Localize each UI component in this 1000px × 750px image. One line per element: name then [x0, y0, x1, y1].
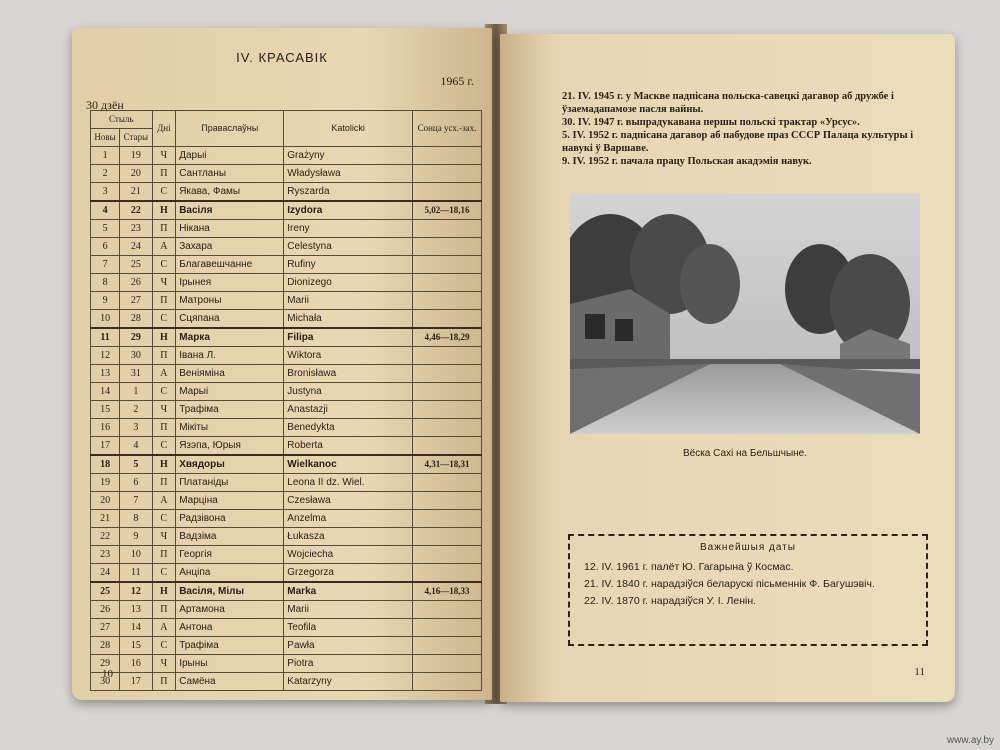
sun-times [412, 510, 481, 528]
day-old: 31 [120, 365, 152, 383]
weekday: П [152, 546, 176, 564]
sun-times [412, 147, 481, 165]
sun-times [412, 165, 481, 183]
table-row [91, 256, 482, 274]
weekday: А [152, 365, 176, 383]
day-new: 8 [91, 274, 120, 292]
table-row [91, 474, 482, 492]
table-row [91, 274, 482, 292]
header-style: Стыль [91, 111, 153, 129]
weekday: С [152, 564, 176, 583]
weekday: Ч [152, 147, 176, 165]
catholic-name: Dionizego [284, 274, 413, 292]
table-row [91, 437, 482, 456]
day-new: 14 [91, 383, 120, 401]
table-row [91, 383, 482, 401]
orthodox-name: Веніяміна [176, 365, 284, 383]
weekday: А [152, 238, 176, 256]
sun-times [412, 419, 481, 437]
sun-times: 4,31—18,31 [412, 455, 481, 474]
weekday: П [152, 347, 176, 365]
right-page [500, 34, 955, 702]
catholic-name: Anzelma [284, 510, 413, 528]
table-row [91, 238, 482, 256]
orthodox-name: Дарыі [176, 147, 284, 165]
day-old: 6 [120, 474, 152, 492]
table-row [91, 655, 482, 673]
catholic-name: Michała [284, 310, 413, 329]
orthodox-name: Платаніды [176, 474, 284, 492]
day-old: 16 [120, 655, 152, 673]
weekday: Н [152, 201, 176, 220]
day-new: 15 [91, 401, 120, 419]
day-new: 10 [91, 310, 120, 329]
day-new: 11 [91, 328, 120, 347]
date-item: 12. IV. 1961 г. палёт Ю. Гагарына ў Космас. [584, 561, 794, 573]
sun-times [412, 238, 481, 256]
weekday: С [152, 183, 176, 202]
day-new: 22 [91, 528, 120, 546]
table-row [91, 201, 482, 220]
day-old: 5 [120, 455, 152, 474]
day-new: 24 [91, 564, 120, 583]
day-old: 13 [120, 601, 152, 619]
day-new: 12 [91, 347, 120, 365]
watermark: www.ay.by [946, 735, 994, 746]
table-row [91, 492, 482, 510]
table-row [91, 347, 482, 365]
orthodox-name: Марыі [176, 383, 284, 401]
weekday: Ч [152, 528, 176, 546]
day-new: 1 [91, 147, 120, 165]
day-old: 20 [120, 165, 152, 183]
orthodox-name: Васіля [176, 201, 284, 220]
day-new: 16 [91, 419, 120, 437]
orthodox-name: Трафіма [176, 401, 284, 419]
orthodox-name: Ірынея [176, 274, 284, 292]
date-item: 21. IV. 1840 г. нарадзіўся беларускі пісьменнік Ф. Багушэвіч. [584, 578, 875, 590]
sun-times [412, 546, 481, 564]
sun-times [412, 528, 481, 546]
calendar-body [91, 147, 482, 691]
weekday: Н [152, 455, 176, 474]
month-title: IV. КРАСАВІК [236, 50, 328, 65]
day-old: 14 [120, 619, 152, 637]
catholic-name: Roberta [284, 437, 413, 456]
sun-times: 4,16—18,33 [412, 582, 481, 601]
event-item: 21. IV. 1945 г. у Маскве падпісана польска-савецкі дагавор аб дружбе і ўзаемадапамозе пасля вайны. [562, 91, 894, 115]
catholic-name: Ryszarda [284, 183, 413, 202]
weekday: П [152, 673, 176, 691]
table-row [91, 401, 482, 419]
table-row [91, 183, 482, 202]
catholic-name: Ireny [284, 220, 413, 238]
day-old: 21 [120, 183, 152, 202]
catholic-name: Łukasza [284, 528, 413, 546]
day-old: 10 [120, 546, 152, 564]
weekday: С [152, 437, 176, 456]
day-new: 29 [91, 655, 120, 673]
orthodox-name: Захара [176, 238, 284, 256]
sun-times [412, 619, 481, 637]
day-old: 12 [120, 582, 152, 601]
day-old: 23 [120, 220, 152, 238]
table-row [91, 220, 482, 238]
weekday: С [152, 256, 176, 274]
sun-times [412, 383, 481, 401]
table-row [91, 328, 482, 347]
important-dates-box [568, 534, 928, 646]
table-row [91, 419, 482, 437]
orthodox-name: Марка [176, 328, 284, 347]
orthodox-name: Вадзіма [176, 528, 284, 546]
day-new: 26 [91, 601, 120, 619]
weekday: Ч [152, 655, 176, 673]
catholic-name: Bronisława [284, 365, 413, 383]
weekday: П [152, 601, 176, 619]
left-page [72, 28, 492, 700]
catholic-name: Leona II dz. Wiel. [284, 474, 413, 492]
table-row [91, 292, 482, 310]
day-old: 26 [120, 274, 152, 292]
weekday: П [152, 419, 176, 437]
table-row [91, 619, 482, 637]
orthodox-name: Георгія [176, 546, 284, 564]
catholic-name: Justyna [284, 383, 413, 401]
orthodox-name: Сцяпана [176, 310, 284, 329]
sun-times: 4,46—18,29 [412, 328, 481, 347]
orthodox-name: Сантланы [176, 165, 284, 183]
day-old: 30 [120, 347, 152, 365]
table-row [91, 510, 482, 528]
village-photo-image [570, 194, 920, 434]
table-row [91, 365, 482, 383]
catholic-name: Władysława [284, 165, 413, 183]
orthodox-name: Язэпа, Юрыя [176, 437, 284, 456]
day-new: 2 [91, 165, 120, 183]
orthodox-name: Мікіты [176, 419, 284, 437]
weekday: П [152, 292, 176, 310]
catholic-name: Grażyny [284, 147, 413, 165]
table-row [91, 546, 482, 564]
catholic-name: Marii [284, 601, 413, 619]
orthodox-name: Івана Л. [176, 347, 284, 365]
day-new: 4 [91, 201, 120, 220]
table-row [91, 673, 482, 691]
day-old: 25 [120, 256, 152, 274]
day-old: 4 [120, 437, 152, 456]
event-item: 5. IV. 1952 г. падпісана дагавор аб пабудове праз СССР Палаца культуры і навукі ў Варшаве. [562, 130, 914, 154]
day-new: 5 [91, 220, 120, 238]
events-list [562, 90, 932, 168]
day-new: 30 [91, 673, 120, 691]
weekday: С [152, 310, 176, 329]
important-dates-list [584, 560, 904, 611]
day-new: 7 [91, 256, 120, 274]
day-old: 15 [120, 637, 152, 655]
event-item: 9. IV. 1952 г. пачала працу Польская акадэмія навук. [562, 156, 812, 167]
catholic-name: Wojciecha [284, 546, 413, 564]
table-row [91, 637, 482, 655]
day-old: 28 [120, 310, 152, 329]
orthodox-name: Анціпа [176, 564, 284, 583]
table-row [91, 455, 482, 474]
sun-times [412, 474, 481, 492]
orthodox-name: Самёна [176, 673, 284, 691]
day-old: 24 [120, 238, 152, 256]
sun-times [412, 564, 481, 583]
weekday: Н [152, 582, 176, 601]
sun-times [412, 673, 481, 691]
day-new: 27 [91, 619, 120, 637]
catholic-name: Filipa [284, 328, 413, 347]
day-old: 8 [120, 510, 152, 528]
orthodox-name: Радзівона [176, 510, 284, 528]
day-old: 9 [120, 528, 152, 546]
year-label: 1965 г. [440, 74, 474, 88]
days-count: 30 дзён [86, 98, 124, 112]
day-old: 2 [120, 401, 152, 419]
sun-times [412, 601, 481, 619]
day-new: 3 [91, 183, 120, 202]
weekday: П [152, 165, 176, 183]
day-new: 28 [91, 637, 120, 655]
sun-times: 5,02—18,16 [412, 201, 481, 220]
orthodox-name: Ніканa [176, 220, 284, 238]
orthodox-name: Антона [176, 619, 284, 637]
catholic-name: Teofila [284, 619, 413, 637]
sun-times [412, 492, 481, 510]
orthodox-name: Благавешчанне [176, 256, 284, 274]
day-new: 17 [91, 437, 120, 456]
orthodox-name: Марціна [176, 492, 284, 510]
page-number-left: 10 [102, 668, 113, 680]
day-old: 3 [120, 419, 152, 437]
weekday: Н [152, 328, 176, 347]
weekday: С [152, 383, 176, 401]
open-book [30, 18, 970, 718]
catholic-name: Rufiny [284, 256, 413, 274]
day-new: 21 [91, 510, 120, 528]
day-old: 11 [120, 564, 152, 583]
catholic-name: Marii [284, 292, 413, 310]
catholic-name: Izydora [284, 201, 413, 220]
sun-times [412, 637, 481, 655]
day-old: 19 [120, 147, 152, 165]
sun-times [412, 365, 481, 383]
weekday: С [152, 637, 176, 655]
catholic-name: Piotra [284, 655, 413, 673]
catholic-name: Wielkanoc [284, 455, 413, 474]
sun-times [412, 437, 481, 456]
calendar-table [90, 110, 482, 691]
important-dates-title: Важнейшыя даты [700, 542, 796, 553]
event-item: 30. IV. 1947 г. выпрадукавана першы польскі трактар «Урсус». [562, 117, 860, 128]
catholic-name: Pawła [284, 637, 413, 655]
weekday: Ч [152, 401, 176, 419]
day-new: 13 [91, 365, 120, 383]
sun-times [412, 347, 481, 365]
sun-times [412, 183, 481, 202]
sun-times [412, 256, 481, 274]
day-new: 6 [91, 238, 120, 256]
table-row [91, 601, 482, 619]
orthodox-name: Хвядоры [176, 455, 284, 474]
day-old: 27 [120, 292, 152, 310]
photo-caption: Вёска Сахі на Бельшчыне. [682, 448, 808, 459]
sun-times [412, 310, 481, 329]
orthodox-name: Ірыны [176, 655, 284, 673]
catholic-name: Czesława [284, 492, 413, 510]
table-row [91, 147, 482, 165]
day-new: 20 [91, 492, 120, 510]
day-new: 25 [91, 582, 120, 601]
catholic-name: Anastazji [284, 401, 413, 419]
weekday: П [152, 474, 176, 492]
weekday: П [152, 220, 176, 238]
sun-times [412, 655, 481, 673]
sun-times [412, 401, 481, 419]
page-number-right: 11 [914, 666, 925, 678]
header-old: Стары [120, 129, 152, 147]
catholic-name: Katarzyny [284, 673, 413, 691]
catholic-name: Marka [284, 582, 413, 601]
orthodox-name: Матроны [176, 292, 284, 310]
day-new: 9 [91, 292, 120, 310]
day-new: 23 [91, 546, 120, 564]
catholic-name: Benedykta [284, 419, 413, 437]
sun-times [412, 220, 481, 238]
day-old: 17 [120, 673, 152, 691]
day-old: 7 [120, 492, 152, 510]
catholic-name: Celestyna [284, 238, 413, 256]
orthodox-name: Васіля, Мілы [176, 582, 284, 601]
weekday: Ч [152, 274, 176, 292]
orthodox-name: Артамона [176, 601, 284, 619]
table-row [91, 165, 482, 183]
village-photo [570, 194, 920, 434]
sun-times [412, 274, 481, 292]
day-old: 22 [120, 201, 152, 220]
orthodox-name: Якава, Фамы [176, 183, 284, 202]
sun-times [412, 292, 481, 310]
weekday: С [152, 510, 176, 528]
date-item: 22. IV. 1870 г. нарадзіўся У. І. Ленін. [584, 595, 757, 607]
day-old: 29 [120, 328, 152, 347]
table-row [91, 310, 482, 329]
orthodox-name: Трафіма [176, 637, 284, 655]
header-days: Дні [152, 111, 176, 147]
table-row [91, 564, 482, 583]
header-orthodox: Праваслаўны [176, 111, 284, 147]
weekday: А [152, 492, 176, 510]
day-new: 19 [91, 474, 120, 492]
catholic-name: Wiktora [284, 347, 413, 365]
header-catholic: Katolicki [284, 111, 413, 147]
catholic-name: Grzegorza [284, 564, 413, 583]
day-old: 1 [120, 383, 152, 401]
weekday: А [152, 619, 176, 637]
header-sun: Сонца усх.-зах. [412, 111, 481, 147]
table-row [91, 582, 482, 601]
header-new: Новы [91, 129, 120, 147]
table-row [91, 528, 482, 546]
day-new: 18 [91, 455, 120, 474]
